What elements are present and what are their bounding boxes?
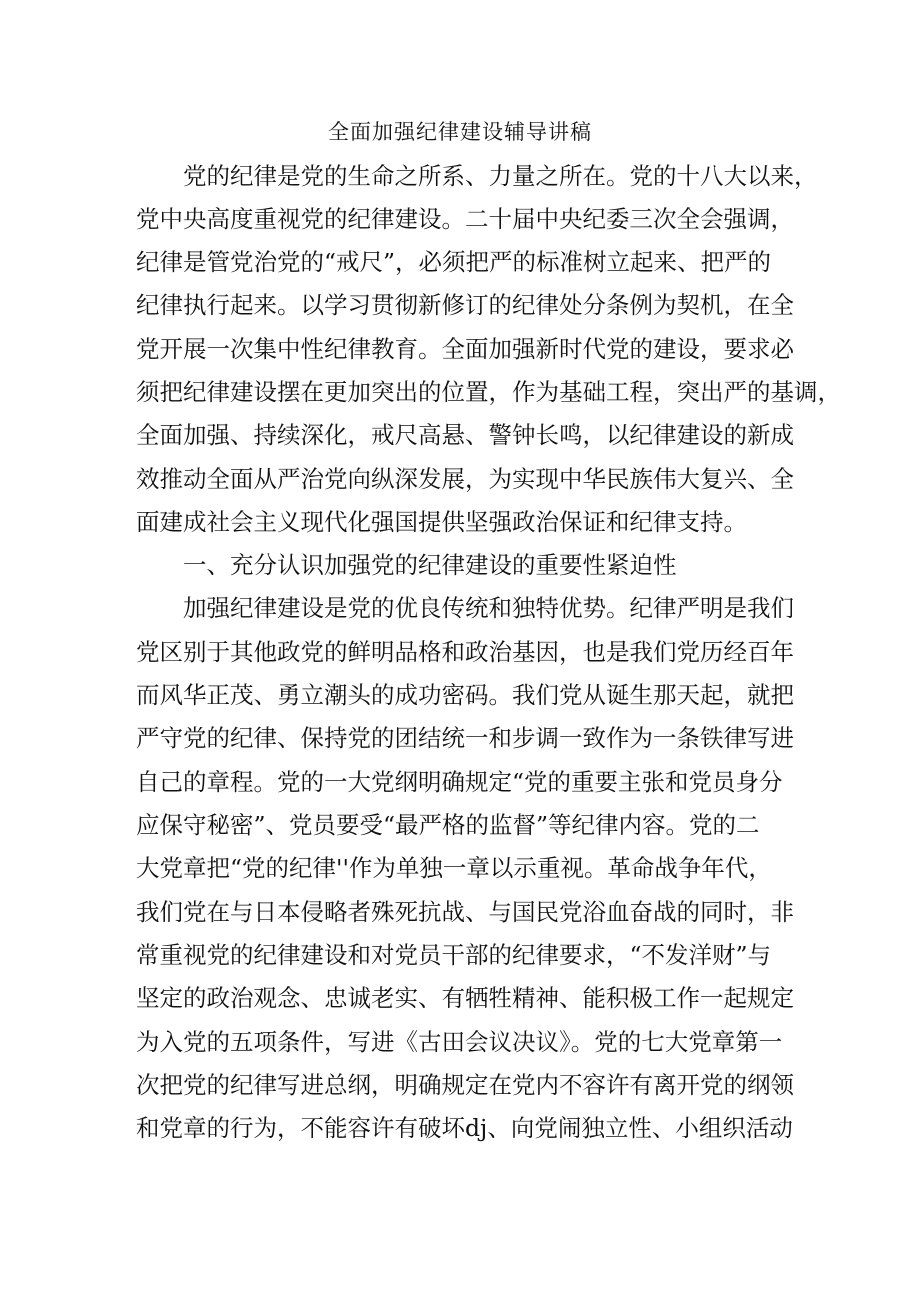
paragraph-line: 为入党的五项条件，写进《古田会议决议》。党的七大党章第一 (136, 1028, 783, 1056)
paragraph-line: 纪律是管党治党的“戒尺”，必须把严的标准树立起来、把严的 (136, 248, 772, 276)
paragraph-line: 常重视党的纪律建设和对党员干部的纪律要求，“不发洋财”与 (136, 941, 772, 969)
paragraph-line: 党中央高度重视党的纪律建设。二十届中央纪委三次全会强调， (136, 205, 794, 233)
paragraph-line: 党开展一次集中性纪律教育。全面加强新时代党的建设，要求必 (136, 335, 794, 363)
paragraph-line: 应保守秘密”、党员要受“最严格的监督”等纪律内容。党的二 (136, 811, 760, 839)
paragraph-line: 党区别于其他政党的鲜明品格和政治基因，也是我们党历经百年 (136, 638, 794, 666)
paragraph-line: 而风华正茂、勇立潮头的成功密码。我们党从诞生那天起，就把 (136, 681, 794, 709)
paragraph-line: 和党章的行为，不能容许有破坏dj、向党闹独立性、小组织活动 (136, 1114, 793, 1142)
paragraph-line: 坚定的政治观念、忠诚老实、有牺牲精神、能积极工作一起规定 (136, 984, 794, 1012)
paragraph-line: 全面加强、持续深化，戒尺高悬、警钟长鸣，以纪律建设的新成 (136, 421, 794, 449)
paragraph-line: 须把纪律建设摆在更加突出的位置，作为基础工程，突出严的基调， (136, 378, 841, 406)
paragraph-line: 大党章把“党的纪律''作为单独一章以示重视。革命战争年代， (136, 854, 772, 882)
paragraph-line: 加强纪律建设是党的优良传统和独特优势。纪律严明是我们 (183, 594, 794, 622)
paragraph-line: 党的纪律是党的生命之所系、力量之所在。党的十八大以来， (183, 162, 818, 190)
document-title: 全面加强纪律建设辅导讲稿 (328, 120, 592, 144)
paragraph-line: 次把党的纪律写进总纲，明确规定在党内不容许有离开党的纲领 (136, 1071, 794, 1099)
paragraph-line: 纪律执行起来。以学习贯彻新修订的纪律处分条例为契机，在全 (136, 291, 794, 319)
paragraph-line: 效推动全面从严治党向纵深发展，为实现中华民族伟大复兴、全 (136, 465, 794, 493)
paragraph-line: 面建成社会主义现代化强国提供坚强政治保证和纪律支持。 (136, 508, 747, 536)
section-heading: 一、充分认识加强党的纪律建设的重要性紧迫性 (183, 551, 677, 579)
paragraph-line: 严守党的纪律、保持党的团结统一和步调一致作为一条铁律写进 (136, 724, 794, 752)
paragraph-line: 自己的章程。党的一大党纲明确规定“党的重要主张和党员身分 (136, 768, 783, 796)
paragraph-line: 我们党在与日本侵略者殊死抗战、与国民党浴血奋战的同时，非 (136, 898, 794, 926)
